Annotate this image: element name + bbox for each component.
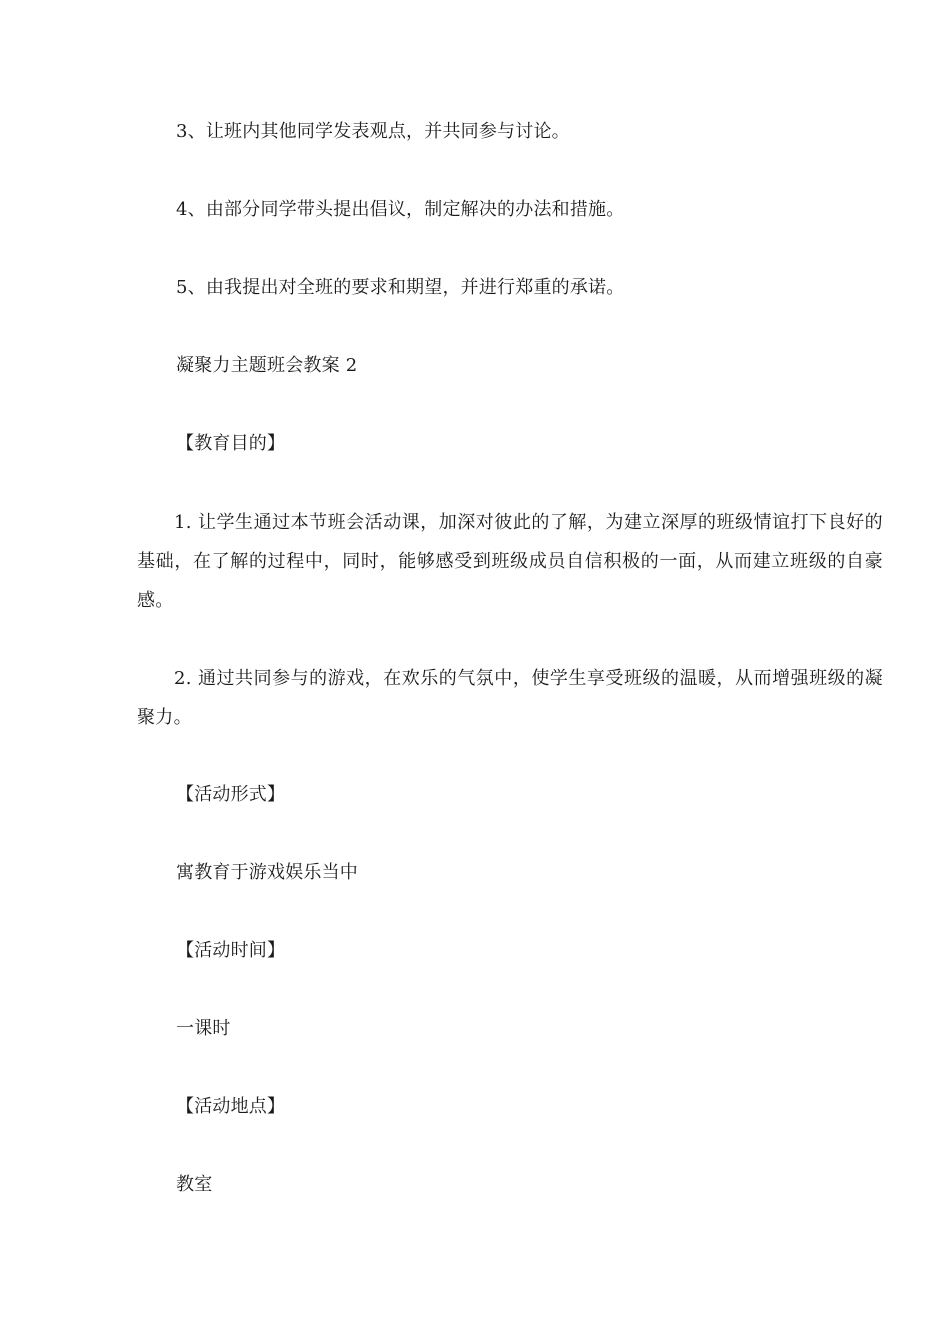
activity-form-text: 寓教育于游戏娱乐当中 xyxy=(176,862,358,883)
education-goal-paragraph: 1. 让学生通过本节班会活动课，加深对彼此的了解，为建立深厚的班级情谊打下良好的基础，在了解的过程中，同时，能够感受到班级成员自信积极的一面，从而建立班级的自豪感。 xyxy=(137,512,883,611)
list-item: 5、由我提出对全班的要求和期望，并进行郑重的承诺。 xyxy=(176,277,625,298)
section-title: 凝聚力主题班会教案 2 xyxy=(176,355,358,376)
list-item: 3、让班内其他同学发表观点，并共同参与讨论。 xyxy=(176,121,570,142)
education-goal-paragraph: 2. 通过共同参与的游戏，在欢乐的气氛中，使学生享受班级的温暖，从而增强班级的凝聚力。 xyxy=(137,668,883,728)
education-goal-heading: 【教育目的】 xyxy=(176,433,286,454)
activity-time-text: 一课时 xyxy=(176,1018,231,1039)
activity-place-text: 教室 xyxy=(176,1174,213,1195)
list-item: 4、由部分同学带头提出倡议，制定解决的办法和措施。 xyxy=(176,199,625,220)
activity-place-heading: 【活动地点】 xyxy=(176,1096,286,1117)
activity-form-heading: 【活动形式】 xyxy=(176,784,286,805)
activity-time-heading: 【活动时间】 xyxy=(176,940,286,961)
